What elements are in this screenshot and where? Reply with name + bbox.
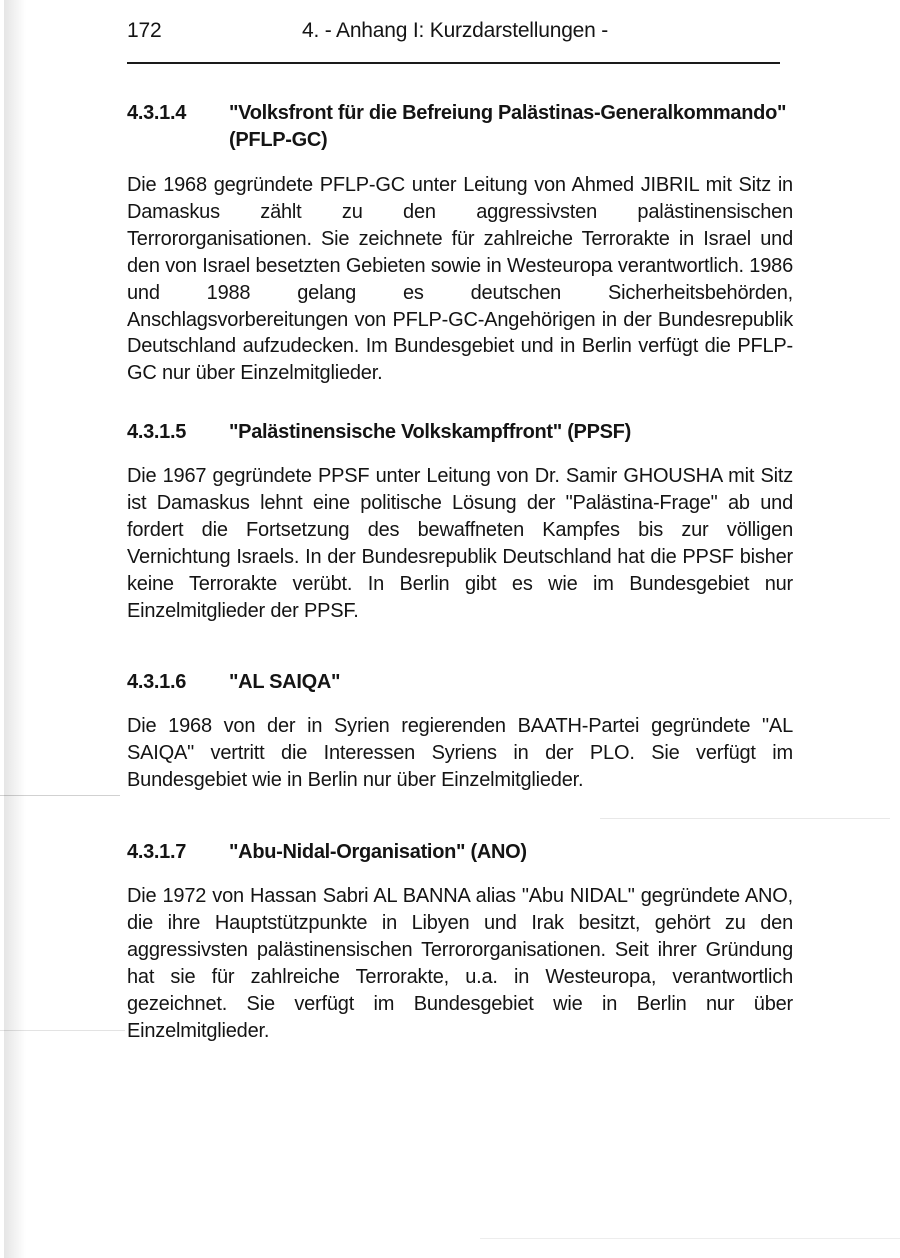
page-number: 172	[127, 19, 162, 42]
scan-artifact-line	[0, 795, 120, 796]
section-title: "Palästinensische Volkskampffront" (PPSF)	[229, 421, 631, 444]
section-title: "Volksfront für die Befreiung Palästinas-Generalkommando" (PFLP-GC)	[229, 102, 787, 151]
section-al-saiqa	[127, 669, 793, 794]
section-heading	[127, 100, 793, 154]
section-body: Die 1972 von Hassan Sabri AL BANNA alias "Abu NIDAL" gegründete ANO, die ihre Hauptstützpunkte in Libyen und Irak besitzt, gehört zu den aggressivsten palästinensischen Terrororganisationen. Seit ihrer Gründung hat sie für zahlreiche Terrorakte, u.a. in Westeuropa, verantwortlich gezeichnet. Sie verfügt im Bundesgebiet wie in Berlin nur über Einzelmitglieder.	[127, 885, 793, 1042]
page-content	[127, 100, 793, 1065]
section-title: "Abu-Nidal-Organisation" (ANO)	[229, 841, 527, 864]
section-heading	[127, 669, 793, 696]
section-number: 4.3.1.5	[127, 421, 187, 444]
section-pflp-gc	[127, 100, 793, 387]
section-heading	[127, 839, 793, 866]
section-ppsf	[127, 419, 793, 624]
header-rule	[127, 62, 780, 64]
section-body: Die 1968 von der in Syrien regierenden BAATH-Partei gegründete "AL SAIQA" vertritt die Interessen Syriens in der PLO. Sie verfügt im Bundesgebiet wie in Berlin nur über Einzelmitglieder.	[127, 714, 793, 791]
section-number: 4.3.1.7	[127, 841, 187, 864]
section-title: "AL SAIQA"	[229, 670, 341, 693]
scan-artifact-line	[480, 1238, 900, 1239]
section-number: 4.3.1.4	[127, 102, 187, 124]
section-heading	[127, 419, 793, 446]
section-number: 4.3.1.6	[127, 670, 187, 693]
section-ano	[127, 839, 793, 1044]
running-title: 4. - Anhang I: Kurzdarstellungen -	[302, 19, 609, 42]
page-header	[127, 19, 777, 49]
scan-artifact-line	[0, 1030, 125, 1031]
section-body: Die 1968 gegründete PFLP-GC unter Leitung von Ahmed JIBRIL mit Sitz in Damaskus zählt zu den aggressivsten palästinensischen Terrororganisationen. Sie zeichnete für zahlreiche Terrorakte in Israel und den von Israel besetzten Gebieten sowie in Westeuropa verantwortlich. 1986 und 1988 gelang es deutschen Sicherheitsbehörden, Anschlagsvorbereitungen von PFLP-GC-Angehörigen in der Bundesrepublik Deutschland aufzudecken. Im Bundesgebiet und in Berlin verfügt die PFLP-GC nur über Einzelmitglieder.	[127, 174, 793, 385]
scan-shadow-left	[4, 0, 26, 1258]
section-body: Die 1967 gegründete PPSF unter Leitung von Dr. Samir GHOUSHA mit Sitz ist Damaskus lehnt eine politische Lösung der "Palästina-Frage" ab und fordert die Fortsetzung des bewaffneten Kampfes bis zur völligen Vernichtung Israels. In der Bundesrepublik Deutschland hat die PPSF bisher keine Terrorakte verübt. In Berlin gibt es wie im Bundesgebiet nur Einzelmitglieder der PPSF.	[127, 465, 793, 622]
